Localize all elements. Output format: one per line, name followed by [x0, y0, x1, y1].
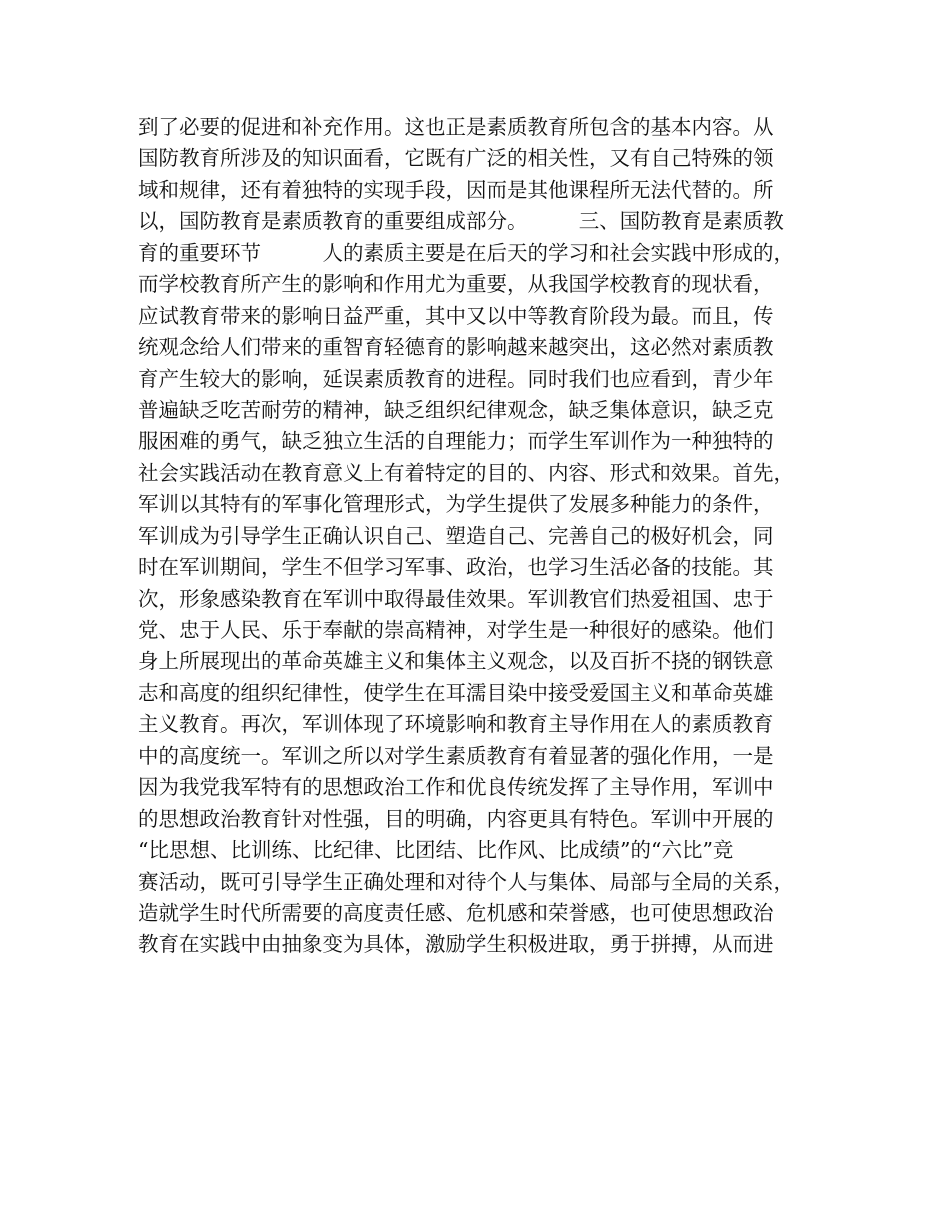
text-line: 的思想政治教育针对性强，目的明确，内容更具有特色。军训中开展的	[138, 806, 774, 831]
text-line: 统观念给人们带来的重智育轻德育的影响越来越突出，这必然对素质教	[138, 335, 774, 360]
text-line: 中的高度统一。军训之所以对学生素质教育有着显著的强化作用，一是	[138, 743, 774, 768]
text-line: 而学校教育所产生的影响和作用尤为重要，从我国学校教育的现状看，	[138, 272, 774, 297]
text-line: 服困难的勇气，缺乏独立生活的自理能力；而学生军训作为一种独特的	[138, 429, 774, 454]
text-line: 赛活动，既可引导学生正确处理和对待个人与集体、局部与全局的关系，	[138, 869, 794, 894]
text-line: 次，形象感染教育在军训中取得最佳效果。军训教官们热爱祖国、忠于	[138, 586, 774, 611]
text-line: 教育在实践中由抽象变为具体，激励学生积极进取，勇于拼搏，从而进	[138, 932, 774, 957]
text-line: 党、忠于人民、乐于奉献的崇高精神，对学生是一种很好的感染。他们	[138, 618, 774, 642]
text-line: 社会实践活动在教育意义上有着特定的目的、内容、形式和效果。首先，	[138, 460, 794, 485]
text-line: 志和高度的组织纪律性，使学生在耳濡目染中接受爱国主义和革命英雄	[138, 680, 774, 705]
text-line: “比思想、比训练、比纪律、比团结、比作风、比成绩”的“六比”竞	[138, 838, 734, 863]
text-line: 到了必要的促进和补充作用。这也正是素质教育所包含的基本内容。从	[138, 115, 774, 139]
body-text	[138, 112, 828, 961]
text-line: 时在军训期间，学生不但学习军事、政治，也学习生活必备的技能。其	[138, 555, 774, 580]
text-line: 身上所展现出的革命英雄主义和集体主义观念，以及百折不挠的钢铁意	[138, 649, 774, 674]
text-line: 造就学生时代所需要的高度责任感、危机感和荣誉感，也可使思想政治	[138, 900, 774, 925]
text-line: 军训成为引导学生正确认识自己、塑造自己、完善自己的极好机会，同	[138, 523, 774, 548]
text-line: 国防教育所涉及的知识面看，它既有广泛的相关性，又有自己特殊的领	[138, 146, 774, 171]
text-line: 军训以其特有的军事化管理形式，为学生提供了发展多种能力的条件，	[138, 492, 774, 517]
text-line: 应试教育带来的影响日益严重，其中又以中等教育阶段为最。而且，传	[138, 303, 774, 328]
text-line: 普遍缺乏吃苦耐劳的精神，缺乏组织纪律观念，缺乏集体意识，缺乏克	[138, 397, 774, 422]
text-line: 以，国防教育是素质教育的重要组成部分。 三、国防教育是素质教	[138, 209, 784, 234]
text-line: 因为我党我军特有的思想政治工作和优良传统发挥了主导作用，军训中	[138, 775, 774, 800]
text-line: 域和规律，还有着独特的实现手段，因而是其他课程所无法代替的。所	[138, 177, 774, 202]
text-line: 育产生较大的影响，延误素质教育的进程。同时我们也应看到，青少年	[138, 366, 774, 391]
text-line: 主义教育。再次，军训体现了环境影响和教育主导作用在人的素质教育	[138, 712, 774, 737]
text-line: 育的重要环节 人的素质主要是在后天的学习和社会实践中形成的，	[138, 240, 794, 265]
